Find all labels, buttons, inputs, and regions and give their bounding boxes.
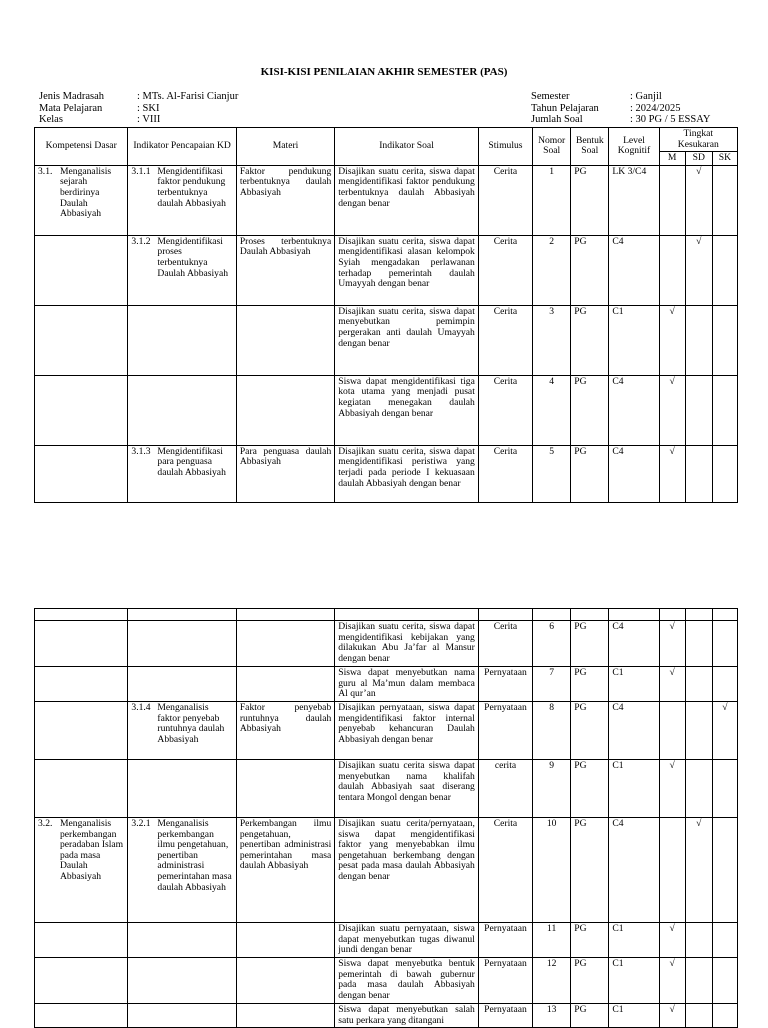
cell-indikator-soal: Siswa dapat mengidentifikasi tiga kota utama yang menjadi pusat kegiatan menegakan daulah Abbasiyah dengan benar [335,375,479,445]
cell-sd: √ [685,165,712,235]
cell-sd [685,445,712,502]
cell-indikator-soal [335,609,479,621]
cell-stimulus: Pernyataan [478,702,532,760]
cell-indikator-pencapaian [128,667,236,702]
kd-number: 3.1. [38,165,53,177]
cell-sk [712,235,737,305]
table-row [35,165,738,235]
cell-bentuk-soal: PG [571,958,609,1004]
ipk-text: Mengidentifikasi proses terbentuknya Daulah Abbasiyah [157,235,228,279]
meta-label: Semester [531,91,570,102]
cell-stimulus: Cerita [478,235,532,305]
header-materi: Materi [236,128,334,166]
cell-indikator-soal: Siswa dapat menyebutka bentuk pemerintah di bawah gubernur pada masa daulah Abbasiyah dengan benar [335,958,479,1004]
cell-indikator-soal: Siswa dapat menyebutkan salah satu perkara yang ditangani [335,1004,479,1028]
header-stimulus: Stimulus [478,128,532,166]
cell-indikator-soal: Disajikan suatu cerita, siswa dapat mengidentifikasi kebijakan yang dilakukan Abu Ja’far al Mansur dengan benar [335,621,479,667]
header-tingkat-kesukaran: Tingkat Kesukaran [659,128,737,152]
kd-text: Menganalisis sejarah berdirinya Daulah Abbasiyah [60,165,112,220]
cell-indikator-pencapaian [128,621,236,667]
ipk-number: 3.1.4 [131,702,151,713]
cell-level-kognitif: C1 [609,667,659,702]
cell-indikator-pencapaian [128,923,236,958]
table-row [35,445,738,502]
cell-level-kognitif: C1 [609,760,659,818]
cell-nomor-soal: 4 [533,375,571,445]
cell-nomor-soal: 7 [533,667,571,702]
table-row [35,702,738,760]
cell-stimulus: Pernyataan [478,667,532,702]
cell-m [659,702,685,760]
table-row [35,305,738,375]
table-row [35,760,738,818]
cell-materi [236,667,334,702]
cell-nomor-soal: 13 [533,1004,571,1028]
cell-m [659,818,685,923]
cell-m: √ [659,621,685,667]
cell-kompetensi-dasar [35,760,128,818]
cell-level-kognitif: C4 [609,702,659,760]
cell-bentuk-soal: PG [571,923,609,958]
table-row [35,609,738,621]
cell-kompetensi-dasar [35,445,128,502]
cell-sk [712,305,737,375]
meta-value: : MTs. Al-Farisi Cianjur [137,91,239,102]
cell-sk [712,760,737,818]
cell-stimulus: Pernyataan [478,923,532,958]
cell-m: √ [659,667,685,702]
cell-level-kognitif: C1 [609,305,659,375]
cell-nomor-soal: 11 [533,923,571,958]
header-kompetensi-dasar: Kompetensi Dasar [35,128,128,166]
cell-materi: Perkembangan ilmu pengetahuan, penertiban administrasi pemerintahan masa daulah Abbasiyah [236,818,334,923]
ipk-text: Menganalisis perkembangan ilmu pengetahuan, penertiban administrasi pemerintahan masa daulah Abbasiyah [157,818,232,893]
cell-stimulus: cerita [478,760,532,818]
cell-bentuk-soal: PG [571,305,609,375]
header-level-kognitif: Level Kognitif [609,128,659,166]
cell-sk [712,621,737,667]
header-sk: SK [712,152,737,166]
cell-materi [236,958,334,1004]
cell-bentuk-soal: PG [571,760,609,818]
meta-right [531,91,710,126]
cell-kompetensi-dasar [35,235,128,305]
cell-stimulus: Cerita [478,165,532,235]
ipk-text: Mengidentifikasi faktor pendukung terbentuknya daulah Abbasiyah [157,165,226,209]
cell-m: √ [659,445,685,502]
cell-kompetensi-dasar [35,667,128,702]
meta-label: Mata Pelajaran [39,102,103,114]
table-row [35,818,738,923]
cell-sk [712,667,737,702]
meta-value: : 30 PG / 5 ESSAY [630,114,711,125]
cell-m [659,235,685,305]
table-row [35,1004,738,1028]
cell-bentuk-soal: PG [571,818,609,923]
cell-bentuk-soal: PG [571,702,609,760]
meta-label: Kelas [39,114,63,125]
cell-stimulus: Cerita [478,375,532,445]
cell-materi: Faktor penyebab runtuhnya daulah Abbasiyah [236,702,334,760]
cell-indikator-pencapaian [128,165,236,235]
cell-materi [236,609,334,621]
cell-indikator-pencapaian [128,445,236,502]
header-bentuk-soal: Bentuk Soal [571,128,609,166]
cell-m: √ [659,375,685,445]
cell-sd [685,1004,712,1028]
cell-indikator-pencapaian [128,305,236,375]
cell-stimulus: Cerita [478,305,532,375]
cell-indikator-soal: Disajikan suatu cerita, siswa dapat menyebutkan pemimpin pergerakan anti daulah Umayyah dengan benar [335,305,479,375]
header-nomor-soal: Nomor Soal [533,128,571,166]
cell-sk [712,1004,737,1028]
cell-indikator-pencapaian [128,375,236,445]
cell-stimulus: Cerita [478,621,532,667]
cell-materi [236,621,334,667]
cell-indikator-pencapaian [128,609,236,621]
cell-sd [685,375,712,445]
meta-value: : VIII [137,114,161,125]
cell-level-kognitif: C1 [609,958,659,1004]
cell-materi [236,375,334,445]
cell-level-kognitif [609,609,659,621]
cell-bentuk-soal: PG [571,165,609,235]
cell-indikator-pencapaian [128,760,236,818]
cell-kompetensi-dasar [35,958,128,1004]
cell-sd [685,609,712,621]
document-title: KISI-KISI PENILAIAN AKHIR SEMESTER (PAS) [260,66,508,78]
cell-stimulus: Pernyataan [478,1004,532,1028]
cell-sd [685,305,712,375]
cell-m [659,165,685,235]
ipk-number: 3.1.2 [131,235,151,247]
cell-level-kognitif: C1 [609,923,659,958]
cell-materi: Proses terbentuknya Daulah Abbasiyah [236,235,334,305]
meta-label: Jumlah Soal [531,114,583,125]
ipk-number: 3.2.1 [131,818,151,829]
table-row [35,923,738,958]
cell-sk [712,958,737,1004]
cell-indikator-pencapaian [128,818,236,923]
grid-table-page-1 [34,127,738,503]
ipk-number: 3.1.1 [131,165,151,177]
cell-sd [685,958,712,1004]
cell-nomor-soal: 12 [533,958,571,1004]
cell-sd [685,702,712,760]
header-sd: SD [685,152,712,166]
cell-level-kognitif: C1 [609,1004,659,1028]
table-row [35,235,738,305]
cell-kompetensi-dasar [35,1004,128,1028]
kd-number: 3.2. [38,818,53,829]
cell-indikator-pencapaian [128,1004,236,1028]
cell-indikator-soal: Disajikan suatu cerita, siswa dapat mengidentifikasi alasan kelompok Syiah mengadakan perlawanan terhadap pemerintah daulah Umayyah dengan benar [335,235,479,305]
cell-level-kognitif: C4 [609,818,659,923]
cell-level-kognitif: C4 [609,445,659,502]
cell-indikator-soal: Disajikan suatu pernyataan, siswa dapat menyebutkan tugas diwanul jundi dengan benar [335,923,479,958]
ipk-text: Menganalisis faktor penyebab runtuhnya daulah Abbasiyah [157,702,225,745]
cell-m: √ [659,1004,685,1028]
cell-materi: Faktor pendukung terbentuknya daulah Abbasiyah [236,165,334,235]
cell-bentuk-soal [571,609,609,621]
cell-sk [712,609,737,621]
meta-value: : SKI [137,102,160,114]
cell-nomor-soal: 6 [533,621,571,667]
cell-m: √ [659,760,685,818]
cell-nomor-soal: 1 [533,165,571,235]
cell-kompetensi-dasar [35,305,128,375]
cell-sd: √ [685,235,712,305]
cell-sk [712,165,737,235]
meta-left [39,91,238,126]
cell-level-kognitif: C4 [609,621,659,667]
cell-sd [685,760,712,818]
cell-nomor-soal [533,609,571,621]
cell-nomor-soal: 5 [533,445,571,502]
cell-indikator-soal: Siswa dapat menyebutkan nama guru al Ma’mun dalam membaca Al qur’an [335,667,479,702]
cell-kompetensi-dasar [35,375,128,445]
cell-indikator-soal: Disajikan suatu cerita, siswa dapat mengidentifikasi faktor pendukung terbentuknya daulah Abbasiyah dengan benar [335,165,479,235]
cell-level-kognitif: C4 [609,235,659,305]
cell-sk [712,818,737,923]
cell-bentuk-soal: PG [571,445,609,502]
cell-bentuk-soal: PG [571,375,609,445]
cell-stimulus: Cerita [478,445,532,502]
header-m: M [659,152,685,166]
cell-materi [236,923,334,958]
cell-indikator-soal: Disajikan pernyataan, siswa dapat mengidentifikasi faktor internal penyebab kehancuran Daulah Abbasiyah dengan benar [335,702,479,760]
cell-sd [685,667,712,702]
cell-indikator-pencapaian [128,958,236,1004]
cell-nomor-soal: 9 [533,760,571,818]
cell-kompetensi-dasar [35,609,128,621]
meta-value: : 2024/2025 [630,102,681,114]
cell-indikator-soal: Disajikan suatu cerita siswa dapat menyebutkan nama khalifah daulah Abbasiyah saat diserang tentara Mongol dengan benar [335,760,479,818]
cell-stimulus: Cerita [478,818,532,923]
cell-materi: Para penguasa daulah Abbasiyah [236,445,334,502]
cell-nomor-soal: 3 [533,305,571,375]
cell-bentuk-soal: PG [571,1004,609,1028]
meta-label: Tahun Pelajaran [531,102,599,114]
ipk-number: 3.1.3 [131,445,151,457]
cell-m [659,609,685,621]
grid-table-page-2 [34,608,738,1028]
cell-indikator-pencapaian [128,235,236,305]
meta-value: : Ganjil [630,91,662,102]
cell-kompetensi-dasar [35,818,128,923]
cell-nomor-soal: 10 [533,818,571,923]
header-indikator-soal: Indikator Soal [335,128,479,166]
header-indikator-pencapaian: Indikator Pencapaian KD [128,128,236,166]
cell-sk [712,375,737,445]
cell-stimulus [478,609,532,621]
cell-m: √ [659,958,685,1004]
cell-sk [712,445,737,502]
cell-level-kognitif: C4 [609,375,659,445]
cell-indikator-soal: Disajikan suatu cerita, siswa dapat mengidentifikasi peristiwa yang terjadi pada periode I kekuasaan daulah Abbasiyah dengan benar [335,445,479,502]
table-row [35,621,738,667]
cell-sd [685,923,712,958]
cell-nomor-soal: 8 [533,702,571,760]
cell-indikator-pencapaian [128,702,236,760]
cell-bentuk-soal: PG [571,621,609,667]
table-row [35,375,738,445]
cell-m: √ [659,305,685,375]
cell-kompetensi-dasar [35,702,128,760]
cell-materi [236,760,334,818]
cell-materi [236,305,334,375]
cell-kompetensi-dasar [35,165,128,235]
cell-nomor-soal: 2 [533,235,571,305]
cell-sd: √ [685,818,712,923]
cell-kompetensi-dasar [35,923,128,958]
cell-sd [685,621,712,667]
cell-bentuk-soal: PG [571,235,609,305]
cell-bentuk-soal: PG [571,667,609,702]
cell-kompetensi-dasar [35,621,128,667]
cell-stimulus: Pernyataan [478,958,532,1004]
kd-text: Menganalisis perkembangan peradaban Islam pada masa Daulah Abbasiyah [60,818,124,882]
ipk-text: Mengidentifikasi para penguasa daulah Abbasiyah [157,445,226,478]
meta-label: Jenis Madrasah [39,91,105,102]
cell-m: √ [659,923,685,958]
cell-sk: √ [712,702,737,760]
cell-sk [712,923,737,958]
cell-level-kognitif: LK 3/C4 [609,165,659,235]
cell-indikator-soal: Disajikan suatu cerita/pernyataan, siswa dapat mengidentifikasi faktor yang menyebabkan ilmu pengetahuan berkembang dengan pesat pada masa daulah Abbasiyah dengan benar [335,818,479,923]
table-row [35,667,738,702]
table-row [35,958,738,1004]
cell-materi [236,1004,334,1028]
